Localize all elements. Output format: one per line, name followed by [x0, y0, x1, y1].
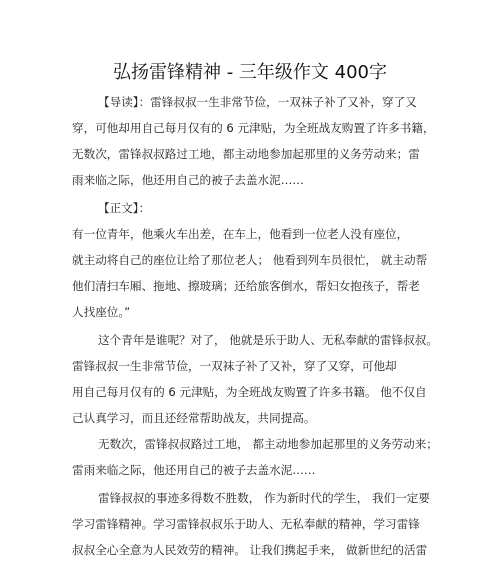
body-line: 人找座位。” [72, 305, 131, 319]
body-line: 这个青年是谁呢？对了， 他就是乐于助人、无私奉献的雷锋叔叔。 [98, 333, 438, 347]
body-line: 就主动将自己的座位让给了那位老人； 他看到列车员很忙， 就主动帮 [72, 253, 428, 267]
body-heading: 【正文】： [98, 201, 151, 215]
body-line: 雷雨来临之际，他还用自己的被子去盖水泥…… [72, 463, 316, 477]
intro-line: 无数次，雷锋叔叔路过工地，都主动地参加起那里的义务劳动来；雷 [72, 147, 420, 161]
body-line: 雷锋叔叔的事迹多得数不胜数， 作为新时代的学生， 我们一定要 [98, 491, 430, 505]
body-line: 用自己每月仅有的 6 元津贴，为全班战友购置了许多书籍。 他不仅自 [72, 385, 427, 399]
body-line: 无数次，雷锋叔叔路过工地， 都主动地参加起那里的义务劳动来； [98, 437, 438, 451]
body-line: 叔叔全心全意为人民效劳的精神。 让我们携起手来， 做新世纪的活雷 [72, 543, 428, 557]
intro-line: 【导读】：雷锋叔叔一生非常节俭，一双袜子补了又补，穿了又 [98, 95, 417, 109]
body-line: 己认真学习，而且还经常帮助战友，共同提高。 [72, 411, 316, 425]
body-line: 他们清扫车厢、拖地、擦玻璃；还给旅客倒水，帮妇女抱孩子，帮老 [72, 279, 420, 293]
body-line: 雷锋叔叔一生非常节俭，一双袜子补了又补，穿了又穿，可他却 [72, 359, 397, 373]
body-line: 有一位青年，他乘火车出差，在车上，他看到一位老人没有座位， [72, 227, 409, 241]
article-title: 弘扬雷锋精神 - 三年级作文 400字 [112, 62, 387, 83]
intro-line: 雨来临之际，他还用自己的被子去盖水泥…… [72, 173, 304, 187]
intro-line: 穿，可他却用自己每月仅有的 6 元津贴，为全班战友购置了许多书籍， [72, 121, 435, 135]
body-line: 学习雷锋精神。学习雷锋叔叔乐于助人、无私奉献的精神，学习雷锋 [72, 517, 420, 531]
